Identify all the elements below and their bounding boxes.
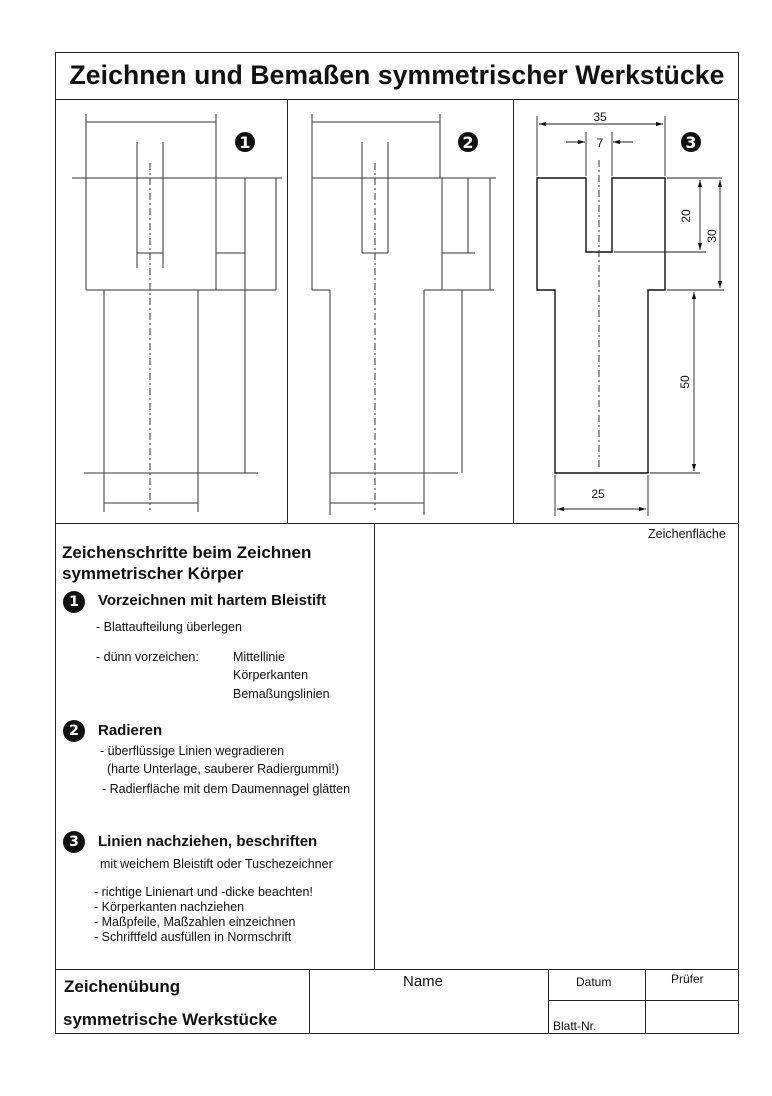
step-1-sub-label: - dünn vorzeichen: [96,650,199,664]
step-1-title: Vorzeichnen mit hartem Bleistift [98,592,327,609]
dim-shaft-width: 25 [591,487,605,501]
dim-slot-width: 7 [596,136,604,150]
step-1-sub-item-3: Bemaßungslinien [233,687,330,701]
instructions-divider [374,524,375,970]
step-3-line-3: - Maßpfeile, Maßzahlen einzeichnen [94,915,296,929]
step-3-title: Linien nachziehen, beschriften [98,833,318,850]
step-3-line-2: - Körperkanten nachziehen [94,900,245,914]
dim-head-height: 30 [705,229,719,243]
figure-3-dimension-texts [591,110,719,501]
step-2-line-3: - Radierfläche mit dem Daumennagel glätten [102,782,351,796]
step-1-sub-item-1: Mittellinie [233,650,286,664]
title-block-inner-line [548,1000,739,1001]
instructions-heading-line-1: Zeichenschritte beim Zeichnen [62,543,312,562]
drawing-area-label: Zeichenfläche [648,527,726,541]
figure-3-badge [681,132,701,152]
step-3-line-4: - Schriftfeld ausfüllen in Normschrift [94,930,292,944]
title-block-title-line-2: symmetrische Werkstücke [63,1010,278,1029]
figure-1-badge-label: 1 [239,133,251,152]
step-3-subtitle: mit weichem Bleistift oder Tuschezeichner [100,857,333,871]
figure-3-dimension-lines [537,116,724,516]
title-block-name-label: Name [403,973,444,990]
title-block-divider-1 [309,969,310,1033]
title-block-divider-2 [548,969,549,1033]
step-1-badge: 1 [63,591,85,613]
instructions-heading-line-2: symmetrischer Körper [62,564,244,583]
figure-2-badge-label: 2 [462,133,474,152]
figure-1-badge [235,132,255,152]
step-1-line-1: - Blattaufteilung überlegen [96,620,242,634]
dim-slot-depth: 20 [679,209,693,223]
step-2-line-2: (harte Unterlage, sauberer Radiergummi!) [107,762,340,776]
title-block-divider-3 [645,969,646,1033]
dim-shaft-length: 50 [678,375,692,389]
dim-overall-width: 35 [593,110,607,124]
step-3-line-1: - richtige Linienart und -dicke beachten! [94,885,313,899]
step-3-badge: 3 [63,831,85,853]
step-2-title: Radieren [98,722,163,739]
instructions-heading [62,542,311,584]
figure-3-final [537,178,665,473]
title-block-examiner-label: Prüfer [671,972,704,986]
title-block-title-line-1: Zeichenübung [64,977,181,996]
title-block-date-label: Datum [576,975,612,989]
figure-2-erased [312,114,496,515]
sheet-title: Zeichnen und Bemaßen symmetrischer Werkstücke [69,60,725,90]
step-1-sub-item-2: Körperkanten [233,668,309,682]
step-2-line-1: - überflüssige Linien wegradieren [100,744,285,758]
title-block-top-line [55,969,739,970]
figure-3-badge-label: 3 [685,133,697,152]
figure-1-construction [72,114,282,512]
figure-2-badge [458,132,478,152]
title-block-sheet-label: Blatt-Nr. [553,1019,597,1033]
step-2-badge: 2 [63,720,85,742]
